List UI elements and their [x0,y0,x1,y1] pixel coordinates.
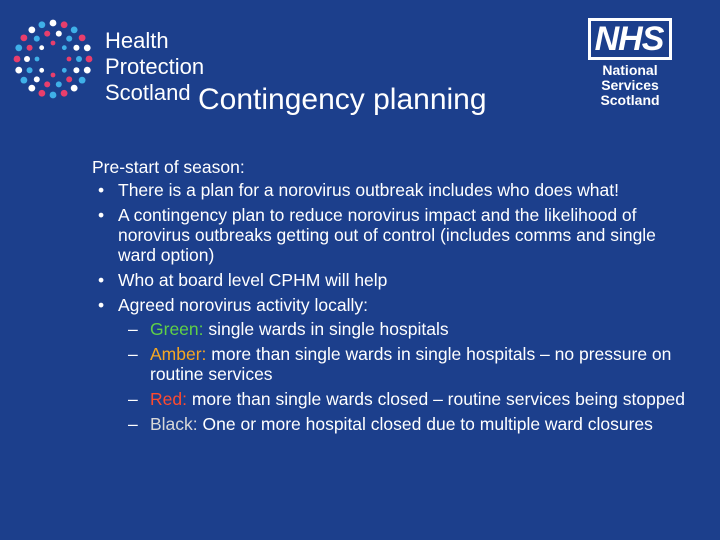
level-text-red: more than single wards closed – routine services being stopped [186,389,686,409]
bullet-list [92,180,692,434]
nhs-logo-subtitle [580,63,680,108]
logo-dot [61,90,68,97]
logo-dot [44,81,50,87]
logo-dot [38,21,45,28]
logo-dot [62,68,67,73]
logo-dot [24,56,30,62]
activity-level-amber [118,344,692,384]
level-label-amber: Amber: [150,344,207,364]
logo-dot [28,26,35,33]
hps-logo-line-2: Protection [105,54,205,79]
logo-dot [28,85,35,92]
logo-dot [38,90,45,97]
logo-dot [39,45,44,50]
logo-dot [76,56,82,62]
hps-logo-line-3: Scotland [105,80,191,105]
logo-dot [20,77,27,84]
activity-level-list [118,319,692,434]
logo-dot [79,34,86,41]
health-protection-scotland-logo [8,14,208,104]
level-text-amber: more than single wards in single hospitals – no pressure on routine services [150,344,672,384]
logo-dot [73,67,79,73]
hps-logo-line-1: Health [105,28,169,53]
logo-dot [51,41,56,46]
logo-dot [56,81,62,87]
dot-ring-icon [8,14,98,104]
bullet-item [92,295,692,434]
bullet-item: • There is a plan for a norovirus outbreak includes who does what! [92,180,692,200]
logo-dot [62,45,67,50]
activity-level-black [118,414,692,434]
slide-title: Contingency planning [198,83,487,116]
logo-dot [67,57,72,62]
intro-text: Pre-start of season: [92,157,245,177]
logo-dot [86,56,93,63]
logo-dot [20,34,27,41]
logo-dot [66,76,72,82]
bullet-item: • Who at board level CPHM will help [92,270,692,290]
bullet-item-text: Agreed norovirus activity locally: [118,295,368,315]
logo-dot [27,45,33,51]
logo-dot [34,36,40,42]
logo-dot [50,92,57,99]
logo-dot [79,77,86,84]
nhs-logo-line-2: Services [601,77,659,93]
logo-dot [39,68,44,73]
logo-dot [34,76,40,82]
logo-dot [14,56,21,63]
logo-dot [73,45,79,51]
logo-dot [15,44,22,51]
logo-dot [51,73,56,78]
logo-dot [56,31,62,37]
logo-dot [35,57,40,62]
logo-dot [71,26,78,33]
level-label-red: Red: [150,389,187,409]
nhs-logo-line-1: National [602,62,658,78]
level-text-green: single wards in single hospitals [203,319,449,339]
nhs-national-services-scotland-logo [580,18,680,108]
level-text-black: One or more hospital closed due to multiple ward closures [197,414,653,434]
level-label-green: Green: [150,319,204,339]
level-label-black: Black: [150,414,198,434]
logo-dot [15,67,22,74]
bullet-item: • A contingency plan to reduce norovirus impact and the likelihood of norovirus outbreaks getting out of control (includes comms and single ward option) [92,205,692,265]
logo-dot [71,85,78,92]
activity-level-red [118,389,692,409]
activity-level-green [118,319,692,339]
logo-dot [61,21,68,28]
logo-dot [66,36,72,42]
nhs-mark: NHS [588,18,673,60]
logo-dot [84,67,91,74]
logo-dot [50,20,57,27]
nhs-logo-line-3: Scotland [600,92,660,108]
logo-dot [84,44,91,51]
logo-dot [44,31,50,37]
logo-dot [27,67,33,73]
hps-logo-text [105,28,204,106]
slide-body [92,157,692,439]
